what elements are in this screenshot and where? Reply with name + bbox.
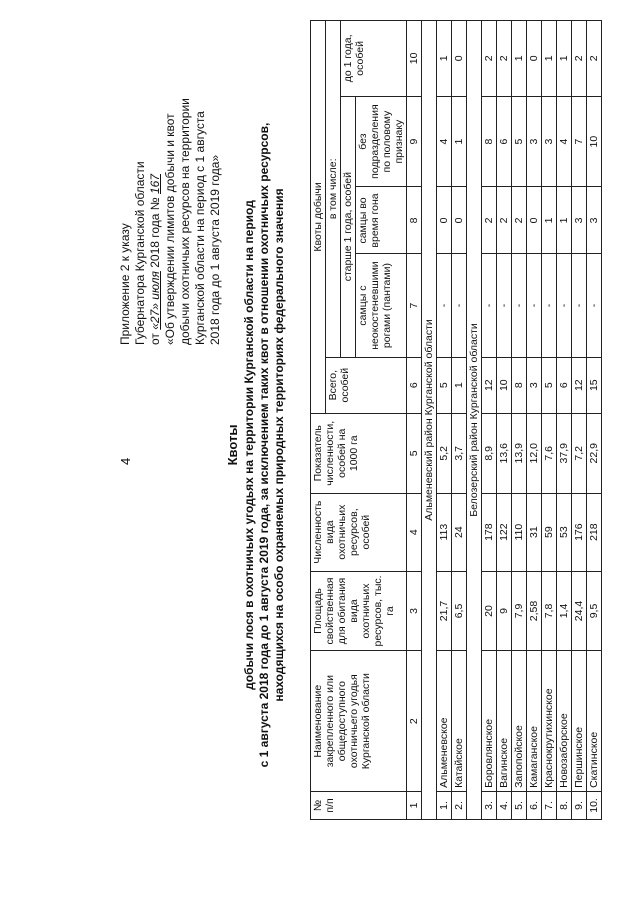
cell-name: Краснокрутихинское bbox=[542, 651, 557, 791]
handwritten-date: «27» июля bbox=[148, 271, 162, 330]
cell-males: - bbox=[452, 254, 467, 357]
region-row bbox=[467, 21, 482, 820]
appendix-line: Приложение 2 к указу bbox=[118, 223, 132, 345]
cell-rut: 3 bbox=[587, 187, 602, 254]
quota-table bbox=[310, 20, 602, 820]
cell-under1: 2 bbox=[572, 21, 587, 97]
cell-males: - bbox=[437, 254, 452, 357]
cell-under1: 1 bbox=[437, 21, 452, 97]
appendix-line: добычи охотничьих ресурсов на территории bbox=[178, 98, 192, 345]
cell-under1: 1 bbox=[557, 21, 572, 97]
column-index: 3 bbox=[407, 571, 422, 651]
table-row bbox=[497, 21, 512, 820]
cell-nosex: 4 bbox=[557, 96, 572, 187]
cell-area: 2,58 bbox=[527, 571, 542, 651]
cell-total: 15 bbox=[587, 357, 602, 413]
column-index: 9 bbox=[407, 96, 422, 187]
cell-rut: 1 bbox=[557, 187, 572, 254]
column-index: 7 bbox=[407, 254, 422, 357]
cell-rut: 0 bbox=[452, 187, 467, 254]
cell-n: 8. bbox=[557, 791, 572, 819]
cell-name: Альменевское bbox=[437, 651, 452, 791]
header-count: Численность вида охотничьих ресурсов, особей bbox=[311, 493, 407, 571]
header-males: самцы с неокостеневшими рогами (пантами) bbox=[356, 254, 407, 357]
cell-name: Камаганское bbox=[527, 651, 542, 791]
cell-name: Першинское bbox=[572, 651, 587, 791]
cell-area: 1,4 bbox=[557, 571, 572, 651]
cell-count: 110 bbox=[512, 493, 527, 571]
cell-nosex: 8 bbox=[482, 96, 497, 187]
cell-nosex: 1 bbox=[452, 96, 467, 187]
column-index: 4 bbox=[407, 493, 422, 571]
header-under1: до 1 года, особей bbox=[341, 21, 407, 97]
cell-name: Вагинское bbox=[497, 651, 512, 791]
cell-area: 24,4 bbox=[572, 571, 587, 651]
cell-nosex: 6 bbox=[497, 96, 512, 187]
table-row bbox=[587, 21, 602, 820]
title-line: добычи лося в охотничьих угодьях на территории Курганской области на период bbox=[242, 200, 256, 690]
cell-total: 12 bbox=[572, 357, 587, 413]
cell-males: - bbox=[482, 254, 497, 357]
header-older: старше 1 года, особей bbox=[341, 96, 356, 357]
cell-n: 5. bbox=[512, 791, 527, 819]
appendix-block bbox=[118, 25, 223, 345]
cell-nosex: 4 bbox=[437, 96, 452, 187]
cell-n: 6. bbox=[527, 791, 542, 819]
cell-rut: 2 bbox=[512, 187, 527, 254]
cell-density: 22,9 bbox=[587, 413, 602, 493]
cell-area: 9,5 bbox=[587, 571, 602, 651]
cell-name: Боровлянское bbox=[482, 651, 497, 791]
cell-males: - bbox=[497, 254, 512, 357]
cell-count: 53 bbox=[557, 493, 572, 571]
cell-nosex: 7 bbox=[572, 96, 587, 187]
cell-under1: 0 bbox=[527, 21, 542, 97]
cell-under1: 1 bbox=[512, 21, 527, 97]
header-density: Показатель численности, особей на 1000 га bbox=[311, 413, 407, 493]
title-line: с 1 августа 2018 года до 1 августа 2019 года, за исключением таких квот в отношении охотничьих ресурсов, bbox=[257, 122, 271, 768]
cell-males: - bbox=[512, 254, 527, 357]
cell-under1: 0 bbox=[452, 21, 467, 97]
cell-rut: 2 bbox=[482, 187, 497, 254]
cell-density: 8,9 bbox=[482, 413, 497, 493]
cell-area: 20 bbox=[482, 571, 497, 651]
cell-rut: 1 bbox=[542, 187, 557, 254]
column-index-row bbox=[407, 21, 422, 820]
cell-rut: 3 bbox=[572, 187, 587, 254]
header-total: Всего, особей bbox=[326, 357, 407, 413]
table-row bbox=[512, 21, 527, 820]
cell-count: 59 bbox=[542, 493, 557, 571]
column-index: 1 bbox=[407, 791, 422, 819]
appendix-line: Губернатора Курганской области bbox=[133, 161, 147, 345]
cell-total: 6 bbox=[557, 357, 572, 413]
cell-name: Скатинское bbox=[587, 651, 602, 791]
region-name: Белозерский район Курганской области bbox=[467, 21, 482, 820]
cell-n: 9. bbox=[572, 791, 587, 819]
cell-count: 24 bbox=[452, 493, 467, 571]
cell-total: 12 bbox=[482, 357, 497, 413]
header-rut: самцы во время гона bbox=[356, 187, 407, 254]
cell-density: 37,9 bbox=[557, 413, 572, 493]
title-heading: Квоты bbox=[225, 424, 240, 466]
cell-nosex: 3 bbox=[542, 96, 557, 187]
page-number: 4 bbox=[118, 457, 133, 465]
column-index: 6 bbox=[407, 357, 422, 413]
cell-males: - bbox=[587, 254, 602, 357]
cell-name: Новозаборское bbox=[557, 651, 572, 791]
cell-count: 122 bbox=[497, 493, 512, 571]
table-row bbox=[572, 21, 587, 820]
column-index: 2 bbox=[407, 651, 422, 791]
cell-density: 5,2 bbox=[437, 413, 452, 493]
cell-n: 7. bbox=[542, 791, 557, 819]
table-row bbox=[557, 21, 572, 820]
header-num: № п/п bbox=[311, 791, 407, 819]
column-index: 10 bbox=[407, 21, 422, 97]
cell-rut: 0 bbox=[437, 187, 452, 254]
cell-area: 6,5 bbox=[452, 571, 467, 651]
cell-under1: 2 bbox=[497, 21, 512, 97]
cell-males: - bbox=[527, 254, 542, 357]
title-line: находящихся на особо охраняемых природных территориях федерального значения bbox=[272, 188, 286, 702]
cell-area: 7,9 bbox=[512, 571, 527, 651]
table-body bbox=[407, 21, 602, 820]
cell-n: 10. bbox=[587, 791, 602, 819]
cell-n: 1. bbox=[437, 791, 452, 819]
cell-under1: 2 bbox=[482, 21, 497, 97]
region-row bbox=[422, 21, 437, 820]
cell-density: 13,6 bbox=[497, 413, 512, 493]
cell-count: 218 bbox=[587, 493, 602, 571]
cell-n: 4. bbox=[497, 791, 512, 819]
cell-total: 1 bbox=[452, 357, 467, 413]
appendix-date-line: от «27» июля 2018 года № 167 bbox=[148, 173, 162, 345]
table-row bbox=[482, 21, 497, 820]
header-nosex: без подразделения по половому признаку bbox=[356, 96, 407, 187]
cell-count: 176 bbox=[572, 493, 587, 571]
cell-name: Катайское bbox=[452, 651, 467, 791]
header-quotas: Квоты добычи bbox=[311, 21, 326, 414]
cell-under1: 2 bbox=[587, 21, 602, 97]
cell-under1: 1 bbox=[542, 21, 557, 97]
table-row bbox=[452, 21, 467, 820]
cell-males: - bbox=[557, 254, 572, 357]
cell-n: 3. bbox=[482, 791, 497, 819]
cell-density: 12,0 bbox=[527, 413, 542, 493]
appendix-line: Курганской области на период с 1 августа bbox=[193, 111, 207, 345]
cell-count: 178 bbox=[482, 493, 497, 571]
cell-rut: 0 bbox=[527, 187, 542, 254]
column-index: 5 bbox=[407, 413, 422, 493]
cell-area: 9 bbox=[497, 571, 512, 651]
region-name: Альменевский район Курганской области bbox=[422, 21, 437, 820]
cell-males: - bbox=[542, 254, 557, 357]
cell-total: 5 bbox=[542, 357, 557, 413]
cell-area: 7,8 bbox=[542, 571, 557, 651]
table-row bbox=[542, 21, 557, 820]
cell-nosex: 10 bbox=[587, 96, 602, 187]
cell-area: 21,7 bbox=[437, 571, 452, 651]
table-row bbox=[527, 21, 542, 820]
cell-name: Запопойское bbox=[512, 651, 527, 791]
cell-nosex: 5 bbox=[512, 96, 527, 187]
cell-total: 8 bbox=[512, 357, 527, 413]
cell-density: 7,2 bbox=[572, 413, 587, 493]
cell-total: 3 bbox=[527, 357, 542, 413]
cell-n: 2. bbox=[452, 791, 467, 819]
cell-density: 13,9 bbox=[512, 413, 527, 493]
column-index: 8 bbox=[407, 187, 422, 254]
appendix-line: «Об утверждении лимитов добычи и квот bbox=[163, 113, 177, 345]
header-area: Площадь свойственная для обитания вида охотничьих ресурсов, тыс. га bbox=[311, 571, 407, 651]
cell-rut: 2 bbox=[497, 187, 512, 254]
header-incl: в том числе: bbox=[326, 21, 341, 358]
handwritten-number: 167 bbox=[148, 173, 162, 194]
appendix-line: 2018 года до 1 августа 2019 года» bbox=[208, 154, 222, 345]
cell-males: - bbox=[572, 254, 587, 357]
cell-total: 5 bbox=[437, 357, 452, 413]
cell-density: 7,6 bbox=[542, 413, 557, 493]
cell-density: 3,7 bbox=[452, 413, 467, 493]
cell-count: 31 bbox=[527, 493, 542, 571]
document-title bbox=[225, 45, 287, 845]
header-name: Наименование закрепленного или общедоступного охотничьего угодья Курганской области bbox=[311, 651, 407, 791]
cell-nosex: 3 bbox=[527, 96, 542, 187]
cell-count: 113 bbox=[437, 493, 452, 571]
cell-total: 10 bbox=[497, 357, 512, 413]
table-row bbox=[437, 21, 452, 820]
